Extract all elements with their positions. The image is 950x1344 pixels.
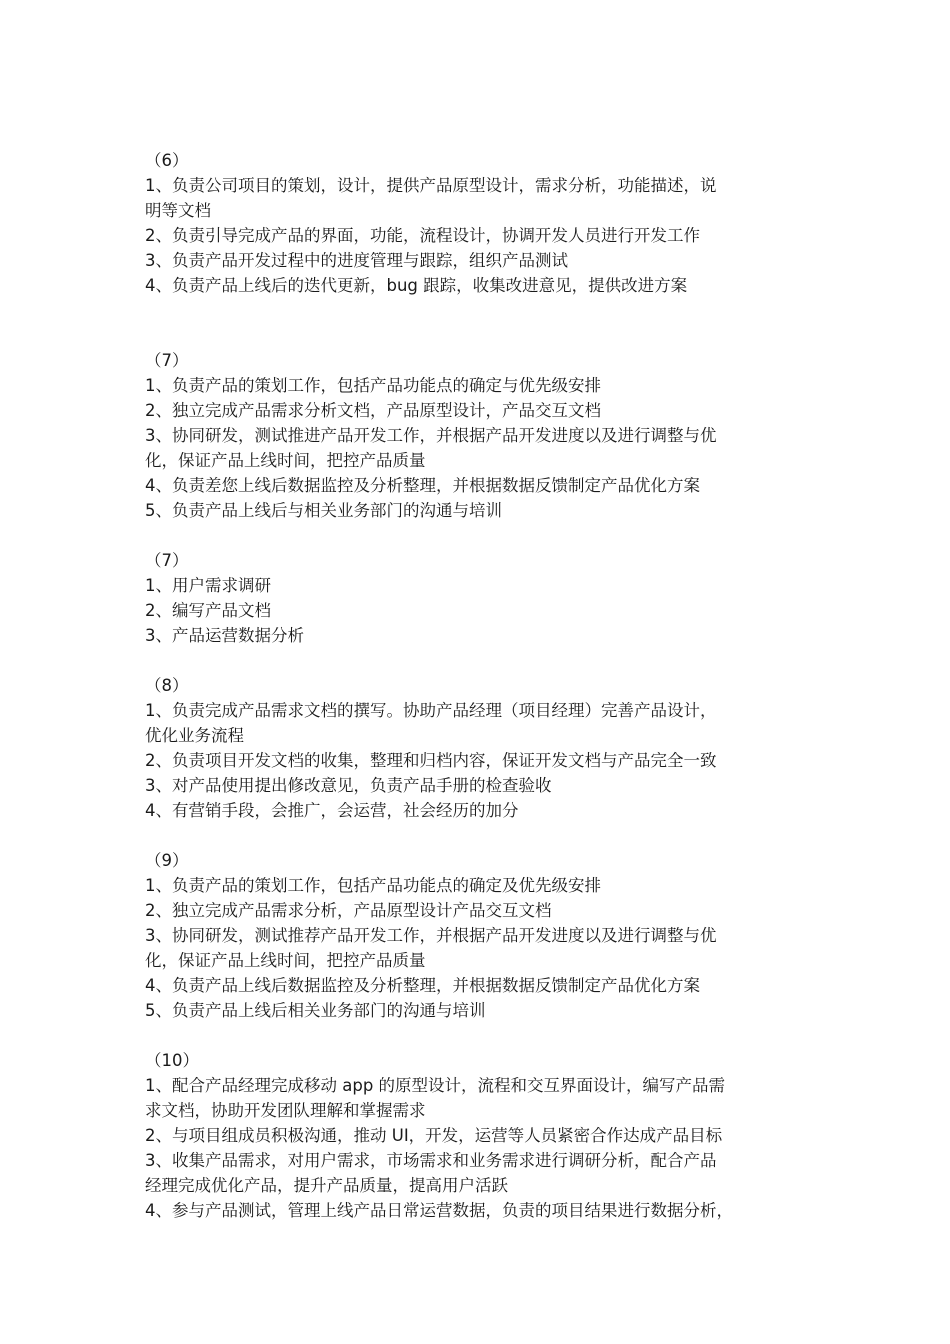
list-item: 1、配合产品经理完成移动 app 的原型设计，流程和交互界面设计，编写产品需 — [145, 1076, 726, 1095]
list-item: 明等文档 — [145, 201, 211, 220]
list-item: 3、产品运营数据分析 — [145, 626, 304, 645]
list-item: 经理完成优化产品，提升产品质量，提高用户活跃 — [145, 1176, 508, 1195]
list-item: 2、负责项目开发文档的收集，整理和归档内容，保证开发文档与产品完全一致 — [145, 751, 717, 770]
section-7a — [145, 348, 815, 523]
section-heading: （10） — [145, 1051, 199, 1070]
section-heading: （7） — [145, 551, 189, 570]
list-item: 化，保证产品上线时间，把控产品质量 — [145, 451, 426, 470]
section-6 — [145, 148, 815, 298]
list-item: 2、独立完成产品需求分析，产品原型设计产品交互文档 — [145, 901, 552, 920]
list-item: 4、有营销手段，会推广，会运营，社会经历的加分 — [145, 801, 519, 820]
list-item: 1、负责完成产品需求文档的撰写。协助产品经理（项目经理）完善产品设计， — [145, 701, 717, 720]
list-item: 2、与项目组成员积极沟通，推动 UI，开发，运营等人员紧密合作达成产品目标 — [145, 1126, 723, 1145]
section-heading: （6） — [145, 151, 189, 170]
list-item: 3、收集产品需求，对用户需求，市场需求和业务需求进行调研分析，配合产品 — [145, 1151, 717, 1170]
section-heading: （7） — [145, 351, 189, 370]
section-heading: （8） — [145, 676, 189, 695]
list-item: 4、负责产品上线后的迭代更新，bug 跟踪，收集改进意见，提供改进方案 — [145, 276, 688, 295]
list-item: 1、负责产品的策划工作，包括产品功能点的确定及优先级安排 — [145, 876, 601, 895]
section-9 — [145, 848, 815, 1023]
list-item: 1、负责公司项目的策划，设计，提供产品原型设计，需求分析，功能描述，说 — [145, 176, 717, 195]
list-item: 2、编写产品文档 — [145, 601, 271, 620]
list-item: 化，保证产品上线时间，把控产品质量 — [145, 951, 426, 970]
list-item: 4、负责差您上线后数据监控及分析整理，并根据数据反馈制定产品优化方案 — [145, 476, 700, 495]
section-8 — [145, 673, 815, 823]
list-item: 1、负责产品的策划工作，包括产品功能点的确定与优先级安排 — [145, 376, 601, 395]
list-item: 3、协同研发，测试推进产品开发工作，并根据产品开发进度以及进行调整与优 — [145, 426, 717, 445]
section-10 — [145, 1048, 815, 1223]
list-item: 2、负责引导完成产品的界面，功能，流程设计，协调开发人员进行开发工作 — [145, 226, 700, 245]
list-item: 2、独立完成产品需求分析文档，产品原型设计，产品交互文档 — [145, 401, 601, 420]
list-item: 5、负责产品上线后与相关业务部门的沟通与培训 — [145, 501, 502, 520]
list-item: 4、参与产品测试，管理上线产品日常运营数据，负责的项目结果进行数据分析， — [145, 1201, 733, 1220]
document-body — [145, 148, 815, 1223]
list-item: 优化业务流程 — [145, 726, 244, 745]
spacer — [145, 523, 815, 548]
list-item: 1、用户需求调研 — [145, 576, 271, 595]
spacer — [145, 823, 815, 848]
spacer — [145, 298, 815, 348]
list-item: 4、负责产品上线后数据监控及分析整理，并根据数据反馈制定产品优化方案 — [145, 976, 700, 995]
list-item: 3、协同研发，测试推荐产品开发工作，并根据产品开发进度以及进行调整与优 — [145, 926, 717, 945]
section-7b — [145, 548, 815, 648]
list-item: 3、负责产品开发过程中的进度管理与跟踪，组织产品测试 — [145, 251, 568, 270]
list-item: 求文档，协助开发团队理解和掌握需求 — [145, 1101, 426, 1120]
list-item: 5、负责产品上线后相关业务部门的沟通与培训 — [145, 1001, 486, 1020]
list-item: 3、对产品使用提出修改意见，负责产品手册的检查验收 — [145, 776, 552, 795]
spacer — [145, 1023, 815, 1048]
spacer — [145, 648, 815, 673]
section-heading: （9） — [145, 851, 189, 870]
